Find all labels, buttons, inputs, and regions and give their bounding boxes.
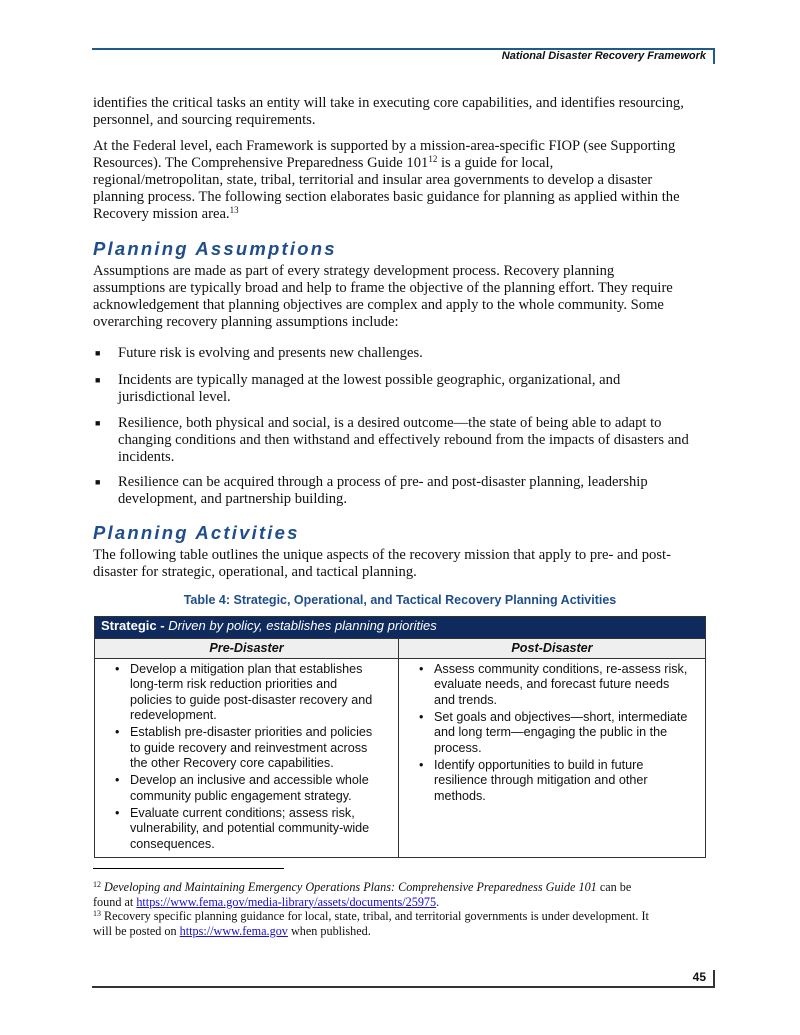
fema-documents-link[interactable]: https://www.fema.gov/media-library/assets/documents/25975 — [136, 894, 437, 909]
running-header: National Disaster Recovery Framework — [501, 50, 706, 62]
footnote-12 — [93, 880, 713, 909]
text-line: acknowledgement that planning objectives are complex and apply to the whole community. Some — [93, 297, 664, 313]
table-caption: Table 4: Strategic, Operational, and Tactical Recovery Planning Activities — [183, 593, 617, 607]
footnote-ref: 13 — [229, 205, 239, 215]
text-line: • Assess community conditions, re-assess risk, — [434, 662, 688, 676]
square-bullet-icon: ■ — [95, 348, 101, 358]
square-bullet-icon: ■ — [95, 375, 101, 385]
bullet-item — [93, 372, 713, 406]
text-line: • Develop a mitigation plan that establishes — [130, 662, 363, 676]
text-line — [93, 206, 718, 223]
footnote-text: found at — [93, 894, 137, 909]
column-header-post-disaster: Post-Disaster — [399, 639, 706, 659]
text-line: regional/metropolitan, state, tribal, territorial and insular area governments to develop a disaster — [93, 172, 653, 188]
text-line: identifies the critical tasks an entity will take in executing core capabilities, and identifies resourcing, — [93, 95, 684, 111]
text-line: • Develop an inclusive and accessible whole — [130, 773, 369, 788]
text-line: to guide recovery and reinvestment across — [130, 740, 368, 755]
bullet-item — [93, 415, 713, 466]
text-line: redevelopment. — [130, 708, 217, 723]
table-list-item — [434, 662, 705, 708]
footer-rule — [92, 986, 715, 988]
text-segment: Recovery mission area. — [93, 206, 230, 222]
paragraph-activities — [93, 547, 718, 581]
text-line: overarching recovery planning assumptions include: — [93, 314, 399, 330]
fema-home-link[interactable]: https://www.fema.gov — [179, 923, 288, 938]
footnote-number: 13 — [93, 909, 101, 918]
footer-tick — [713, 970, 715, 987]
paragraph-federal — [93, 138, 718, 223]
text-line: methods. — [434, 788, 486, 803]
text-line: long-term risk reduction priorities and — [130, 677, 338, 692]
footnote-text: Recovery specific planning guidance for local, state, tribal, and territorial governments is under development. It — [101, 909, 649, 923]
text-line: vulnerability, and potential community-wide — [130, 821, 370, 836]
text-segment: is a guide for local, — [437, 155, 554, 171]
heading-planning-activities: Planning Activities — [93, 522, 300, 543]
text-line: Assumptions are made as part of every strategy development process. Recovery planning — [93, 263, 615, 279]
text-line: At the Federal level, each Framework is supported by a mission-area-specific FIOP (see Supporting — [93, 138, 676, 154]
text-line: development, and partnership building. — [118, 491, 347, 507]
table-section-header — [95, 617, 706, 639]
section-description: Driven by policy, establishes planning priorities — [168, 618, 437, 633]
text-line: The following table outlines the unique aspects of the recovery mission that apply to pre- and post- — [93, 547, 671, 563]
text-line: community public engagement strategy. — [130, 788, 352, 803]
text-line: • Evaluate current conditions; assess risk, — [130, 805, 355, 820]
text-line: and long term—engaging the public in the — [434, 725, 668, 740]
text-line: assumptions are typically broad and help to frame the objective of the planning effort. They require — [93, 280, 673, 296]
square-bullet-icon: ■ — [95, 418, 101, 428]
heading-planning-assumptions: Planning Assumptions — [93, 238, 337, 259]
bullet-item — [93, 474, 713, 508]
text-line: Resilience can be acquired through a process of pre- and post-disaster planning, leadership — [118, 474, 648, 490]
text-line: Incidents are typically managed at the lowest possible geographic, organizational, and — [118, 372, 621, 388]
text-line: disaster for strategic, operational, and tactical planning. — [93, 564, 417, 580]
text-line: the other Recovery core capabilities. — [130, 756, 334, 771]
table-list-item — [434, 710, 705, 756]
text-line: personnel, and sourcing requirements. — [93, 112, 316, 128]
text-line: planning process. The following section elaborates basic guidance for planning as applied within the — [93, 189, 680, 205]
text-line: evaluate needs, and forecast future needs — [434, 677, 670, 692]
footnote-text: . — [436, 894, 440, 909]
post-disaster-list — [399, 662, 705, 804]
text-line: incidents. — [118, 449, 175, 465]
text-segment: Resources). The Comprehensive Preparedness Guide 101 — [93, 155, 429, 171]
footnote-title: Developing and Maintaining Emergency Operations Plans: Comprehensive Preparedness Guide 101 — [104, 880, 597, 894]
footnote-text: when published. — [287, 923, 371, 938]
text-line: policies to guide post-disaster recovery and — [130, 692, 373, 707]
text-line: jurisdictional level. — [118, 389, 231, 405]
footnote-ref: 12 — [428, 154, 438, 164]
text-line — [93, 155, 718, 172]
paragraph-assumptions — [93, 263, 718, 331]
text-line: Resilience, both physical and social, is a desired outcome—the state of being able to adapt to — [118, 415, 662, 431]
pre-disaster-list — [95, 662, 398, 852]
text-line: changing conditions and then withstand and effectively rebound from the impacts of disasters and — [118, 432, 689, 448]
page-number: 45 — [692, 970, 706, 984]
square-bullet-icon: ■ — [95, 477, 101, 487]
table-list-item — [130, 662, 398, 724]
planning-activities-table — [94, 616, 706, 858]
column-header-pre-disaster: Pre-Disaster — [95, 639, 399, 659]
text-line: and trends. — [434, 692, 498, 707]
table-list-item — [130, 725, 398, 771]
table-list-item — [130, 806, 398, 852]
header-tick — [713, 48, 715, 64]
footnote-number: 12 — [93, 880, 101, 889]
text-line: • Set goals and objectives—short, intermediate — [434, 709, 688, 724]
text-line: Future risk is evolving and presents new challenges. — [118, 345, 423, 361]
text-line: • Establish pre-disaster priorities and policies — [130, 725, 373, 740]
bullet-item — [93, 345, 713, 362]
text-line: • Identify opportunities to build in future — [434, 757, 644, 772]
table-list-item — [434, 758, 705, 804]
text-line: resilience through mitigation and other — [434, 773, 648, 788]
table-list-item — [130, 773, 398, 804]
footnote-13 — [93, 909, 713, 938]
footnote-text: will be posted on — [93, 923, 180, 938]
text-line: consequences. — [130, 836, 215, 851]
section-label: Strategic - — [101, 618, 165, 633]
paragraph-intro — [93, 95, 718, 129]
footnote-text: can be — [596, 880, 632, 894]
footnote-separator — [93, 868, 284, 869]
text-line: process. — [434, 740, 482, 755]
